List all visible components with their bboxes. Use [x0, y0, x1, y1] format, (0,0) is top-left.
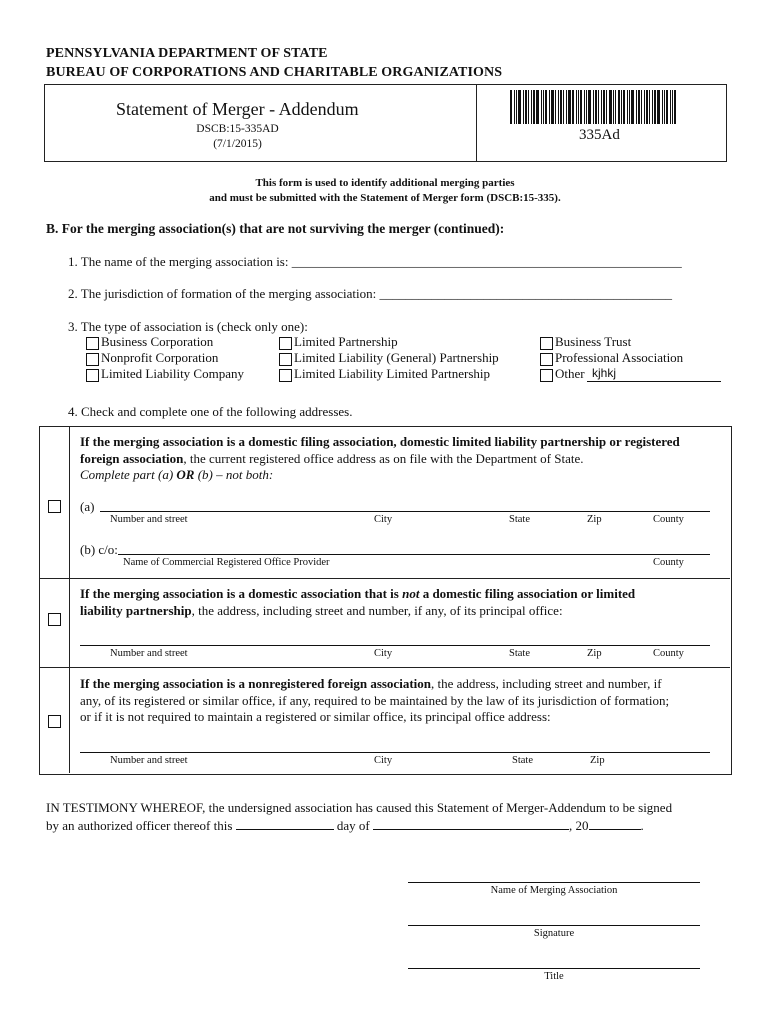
- barcode-bar: [670, 90, 671, 124]
- label-zip-1: Zip: [587, 514, 602, 525]
- box1-bold2: foreign association: [80, 451, 184, 466]
- part-b-cro-field[interactable]: [118, 554, 710, 555]
- box2-bold2: liability partnership: [80, 603, 192, 618]
- box1-bold1: If the merging association is a domestic filing association, domestic limited liability partnership or registered: [80, 434, 680, 449]
- box3-line1: [80, 676, 662, 692]
- label-llp-general: Limited Liability (General) Partnership: [294, 350, 499, 365]
- box2-line2: [80, 603, 563, 619]
- barcode-bar: [654, 90, 656, 124]
- barcode-bar: [555, 90, 556, 124]
- checkbox-address-option-2[interactable]: [48, 613, 61, 626]
- testimony-line-2: [46, 817, 644, 834]
- part-a-address-field[interactable]: [100, 511, 710, 512]
- intro-line-2: and must be submitted with the Statement of Merger form (DSCB:15-335).: [209, 192, 561, 204]
- other-value-field[interactable]: kjhkj: [592, 366, 617, 380]
- barcode-bar: [629, 90, 630, 124]
- barcode-bar: [652, 90, 653, 124]
- barcode-bar: [549, 90, 550, 124]
- box2-italic-not: not: [402, 586, 420, 601]
- box1-italic-end: (b) – not both:: [194, 467, 274, 482]
- form-title: Statement of Merger - Addendum: [116, 99, 359, 119]
- address-row-separator-1: [39, 578, 730, 579]
- barcode-bar: [615, 90, 616, 124]
- barcode-bar: [601, 90, 602, 124]
- testimony-text-a: by an authorized officer thereof this: [46, 818, 236, 833]
- barcode-text: 335Ad: [579, 127, 620, 143]
- jurisdiction-field[interactable]: _____________________________________________: [379, 286, 672, 301]
- title-field[interactable]: [408, 968, 700, 969]
- barcode-bar: [664, 90, 665, 124]
- label-llc: Limited Liability Company: [101, 366, 244, 381]
- box1-line2: [80, 451, 584, 467]
- label-street-3: Number and street: [110, 755, 188, 766]
- barcode-bar: [674, 90, 676, 124]
- label-business-corporation: Business Corporation: [101, 334, 214, 349]
- box1-italic: Complete part (a): [80, 467, 177, 482]
- barcode-bar: [646, 90, 648, 124]
- box1-line1: [80, 434, 680, 450]
- barcode-bar: [551, 90, 554, 124]
- barcode-bar: [566, 90, 567, 124]
- merging-association-name-field[interactable]: ____________________________________________________________: [291, 254, 682, 269]
- label-state-2: State: [509, 648, 530, 659]
- part-a-label: (a): [80, 499, 95, 514]
- label-county-1: County: [653, 514, 684, 525]
- label-other: Other: [555, 366, 585, 381]
- label-street-1: Number and street: [110, 514, 188, 525]
- box1-italic-or: OR: [176, 467, 195, 482]
- barcode-bar: [618, 90, 620, 124]
- barcode-bar: [586, 90, 587, 124]
- barcode-bar: [533, 90, 535, 124]
- checkbox-business-corporation[interactable]: [86, 337, 99, 350]
- box3-line2: any, of its registered or similar office, if any, required to be maintained by the law of its jurisdiction of formation;: [80, 693, 670, 708]
- barcode-bar: [627, 90, 628, 124]
- label-zip-3: Zip: [590, 755, 605, 766]
- barcode-bar: [536, 90, 539, 124]
- box2-bold1: If the merging association is a domestic association that is: [80, 586, 403, 601]
- checkbox-address-option-1[interactable]: [48, 500, 61, 513]
- month-field[interactable]: [373, 817, 569, 830]
- barcode-bar: [580, 90, 582, 124]
- barcode-bar: [631, 90, 634, 124]
- barcode-bar: [578, 90, 579, 124]
- label-cro-provider: Name of Commercial Registered Office Provider: [123, 557, 330, 568]
- item-1: [68, 254, 682, 270]
- checkbox-llc[interactable]: [86, 369, 99, 382]
- testimony-text-c: , 20: [569, 818, 589, 833]
- checkbox-address-option-3[interactable]: [48, 715, 61, 728]
- testimony-line-1: IN TESTIMONY WHEREOF, the undersigned association has caused this Statement of Merger-Addendum to be signed: [46, 800, 673, 815]
- barcode-bar: [576, 90, 577, 124]
- box2-address-field[interactable]: [80, 645, 710, 646]
- section-b-heading: B. For the merging association(s) that are not surviving the merger (continued):: [46, 221, 505, 236]
- barcode-bar: [598, 90, 599, 124]
- barcode-bar: [593, 90, 594, 124]
- barcode-bar: [595, 90, 597, 124]
- department-header: PENNSYLVANIA DEPARTMENT OF STATE: [46, 46, 328, 61]
- box2-rest2: , the address, including street and number, if any, of its principal office:: [191, 603, 563, 618]
- item-2-label: 2. The jurisdiction of formation of the merging association:: [68, 286, 380, 301]
- barcode-bar: [603, 90, 605, 124]
- checkbox-nonprofit-corporation[interactable]: [86, 353, 99, 366]
- barcode-bar: [568, 90, 571, 124]
- box2-bold1-end: a domestic filing association or limited: [419, 586, 636, 601]
- barcode-bar: [623, 90, 625, 124]
- barcode-bar: [636, 90, 637, 124]
- label-city-3: City: [374, 755, 393, 766]
- barcode-bar: [657, 90, 660, 124]
- label-state-1: State: [509, 514, 530, 525]
- box3-bold1: If the merging association is a nonregistered foreign association: [80, 676, 431, 691]
- year-field[interactable]: [589, 817, 641, 830]
- barcode-bar: [558, 90, 559, 124]
- label-nonprofit-corporation: Nonprofit Corporation: [101, 350, 219, 365]
- label-state-3: State: [512, 755, 533, 766]
- box3-address-field[interactable]: [80, 752, 710, 753]
- intro-line-1: This form is used to identify additional merging parties: [255, 177, 515, 189]
- label-cro-county: County: [653, 557, 684, 568]
- label-signature: Signature: [533, 928, 575, 939]
- box1-line3: [80, 467, 273, 483]
- barcode-bar: [662, 90, 663, 124]
- label-city-1: City: [374, 514, 393, 525]
- label-county-2: County: [653, 648, 684, 659]
- barcode-bar: [531, 90, 532, 124]
- item-3: 3. The type of association is (check only one):: [68, 319, 308, 334]
- item-2: [68, 286, 672, 302]
- barcode-bar: [666, 90, 668, 124]
- barcode-bar: [514, 90, 515, 124]
- item-4: 4. Check and complete one of the following addresses.: [68, 404, 353, 419]
- label-zip-2: Zip: [587, 648, 602, 659]
- checkbox-business-trust[interactable]: [540, 337, 553, 350]
- checkbox-professional-association[interactable]: [540, 353, 553, 366]
- box2-line1: [80, 586, 635, 602]
- address-row-separator-2: [39, 667, 730, 668]
- box3-line3: or if it is not required to maintain a registered or similar office, its principal office address:: [80, 709, 551, 724]
- barcode-bar: [528, 90, 529, 124]
- barcode-bar: [644, 90, 645, 124]
- barcode-bar: [638, 90, 640, 124]
- barcode-bar: [606, 90, 607, 124]
- barcode-bar: [613, 90, 614, 124]
- checkbox-other[interactable]: [540, 369, 553, 382]
- other-field-line: [587, 381, 721, 382]
- day-field[interactable]: [236, 817, 334, 830]
- label-lllp: Limited Liability Limited Partnership: [294, 366, 491, 381]
- testimony-text-b: day of: [333, 818, 373, 833]
- barcode-bar: [641, 90, 642, 124]
- barcode-bar: [609, 90, 612, 124]
- label-association-name: Name of Merging Association: [490, 885, 618, 896]
- association-name-field[interactable]: [408, 882, 700, 883]
- label-limited-partnership: Limited Partnership: [294, 334, 398, 349]
- bureau-header: BUREAU OF CORPORATIONS AND CHARITABLE ORGANIZATIONS: [46, 65, 503, 80]
- label-title: Title: [544, 971, 564, 982]
- signature-field[interactable]: [408, 925, 700, 926]
- label-professional-association: Professional Association: [555, 350, 684, 365]
- form-code: DSCB:15-335AD: [196, 123, 279, 135]
- item-1-label: 1. The name of the merging association is:: [68, 254, 292, 269]
- label-street-2: Number and street: [110, 648, 188, 659]
- barcode-bar: [516, 90, 517, 124]
- checkbox-limited-partnership[interactable]: [279, 337, 292, 350]
- form-date: (7/1/2015): [213, 138, 262, 150]
- barcode-bar: [525, 90, 527, 124]
- barcode-bar: [563, 90, 564, 124]
- barcode-bar: [584, 90, 585, 124]
- checkbox-llp-general[interactable]: [279, 353, 292, 366]
- checkbox-lllp[interactable]: [279, 369, 292, 382]
- barcode-bar: [545, 90, 547, 124]
- barcode-bar: [588, 90, 591, 124]
- part-bc-label: (b) c/o:: [80, 542, 118, 557]
- label-city-2: City: [374, 648, 393, 659]
- barcode-bar: [560, 90, 562, 124]
- barcode-bar: [518, 90, 521, 124]
- barcode-bar: [523, 90, 524, 124]
- barcode: [510, 90, 678, 124]
- box1-rest2: , the current registered office address as on file with the Department of State.: [183, 451, 584, 466]
- testimony-text-d: .: [640, 818, 644, 833]
- barcode-bar: [649, 90, 650, 124]
- barcode-bar: [541, 90, 542, 124]
- barcode-bar: [672, 90, 673, 124]
- box3-rest1: , the address, including street and number, if: [431, 676, 662, 691]
- address-table-divider: [69, 426, 70, 773]
- barcode-bar: [510, 90, 512, 124]
- label-business-trust: Business Trust: [555, 334, 632, 349]
- barcode-bar: [572, 90, 574, 124]
- barcode-bar: [621, 90, 622, 124]
- barcode-bar: [543, 90, 544, 124]
